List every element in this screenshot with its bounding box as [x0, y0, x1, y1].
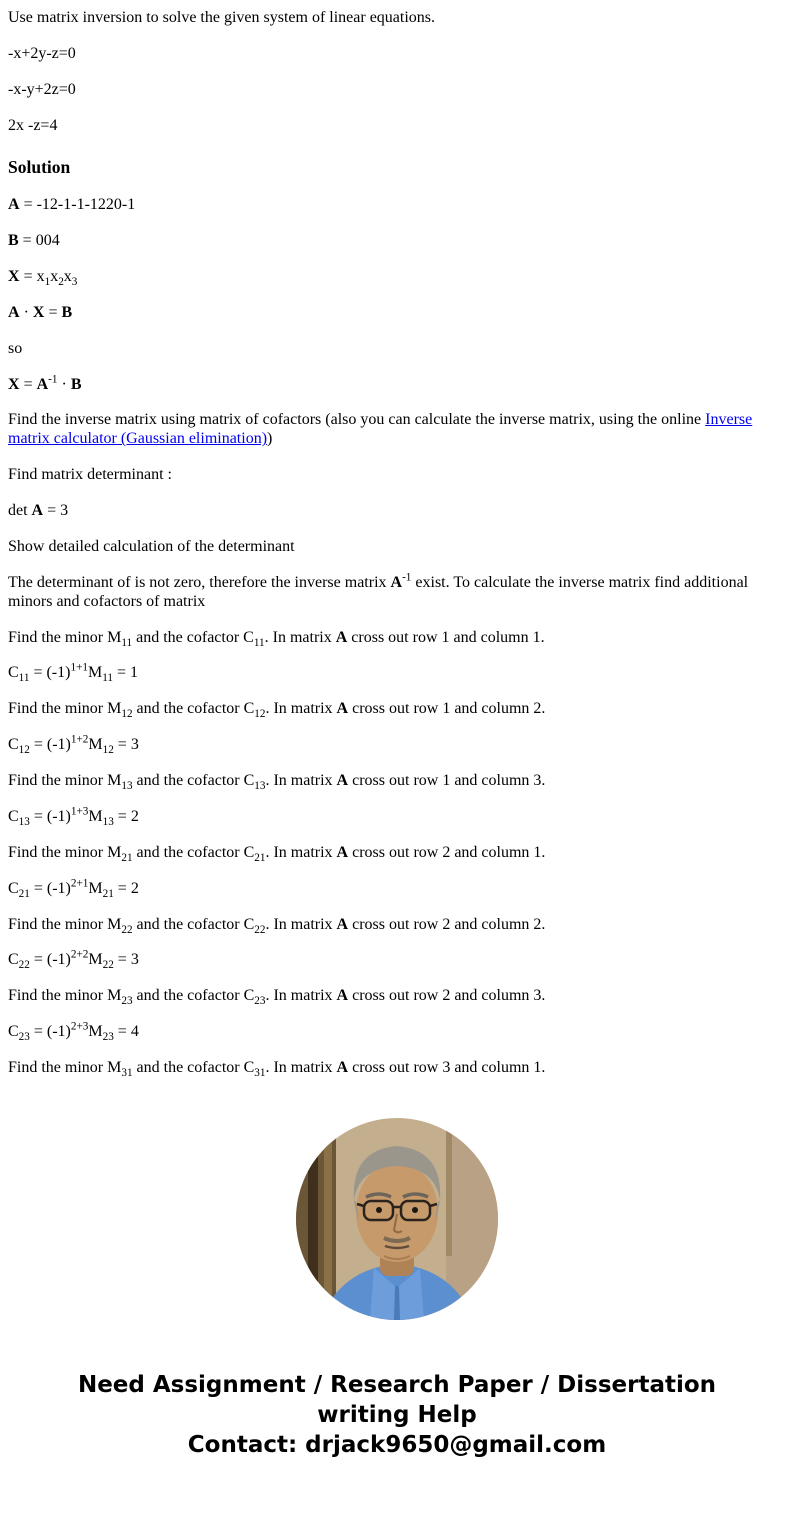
minor-step-find-23: Find the minor $M_{23}$ and the cofactor $C_{23}$. In matrix A cross out row 2 and column 3.	[8, 987, 546, 1008]
footer-help-line-1: Need Assignment / Research Paper / Dissertation	[77, 1371, 717, 1398]
cofactor-value-22: $C_{22} = (-1)^{2+2}M_{22} = 3$	[8, 949, 139, 972]
solution-heading: Solution	[8, 156, 71, 177]
problem-statement: Use matrix inversion to solve the given system of linear equations.	[8, 9, 436, 26]
matrix-a-definition: A = -12-1-1-1220-1	[8, 196, 136, 214]
cofactor-value-21: $C_{21} = (-1)^{2+1}M_{21} = 2$	[8, 877, 139, 900]
matrix-x-definition: $X = x_1x_2x_3$	[8, 267, 78, 289]
connector-so: so	[8, 339, 23, 357]
find-determinant-text: Find matrix determinant :	[8, 466, 172, 484]
tutor-photo	[296, 1118, 498, 1320]
minor-step-find-12: Find the minor $M_{12}$ and the cofactor $C_{12}$. In matrix A cross out row 1 and column 2.	[8, 700, 546, 721]
footer-help-line-2: writing Help	[317, 1401, 477, 1428]
minor-step-find-11: Find the minor $M_{11}$ and the cofactor $C_{11}$. In matrix A cross out row 1 and column 1.	[8, 628, 545, 649]
footer-banner	[0, 1370, 794, 1460]
cofactor-value-13: $C_{13} = (-1)^{1+3}M_{13} = 2$	[8, 805, 139, 829]
minor-step-find-13: Find the minor $M_{13}$ and the cofactor $C_{13}$. In matrix A cross out row 1 and column 3.	[8, 772, 546, 793]
footer-contact-email: Contact: drjack9650@gmail.com	[187, 1431, 607, 1458]
inverse-formula: $X = A^{-1} \cdot B$	[8, 373, 82, 393]
cofactor-value-11: $C_{11} = (-1)^{1+1}M_{11} = 1$	[8, 662, 139, 685]
inverse-method-paragraph	[8, 411, 786, 449]
matrix-equation: A · X = B	[8, 303, 73, 321]
determinant-value: det A = 3	[8, 502, 69, 520]
matrix-b-definition: B = 004	[8, 232, 60, 250]
determinant-note: The determinant of is not zero, therefore the inverse matrix $A^{-1}$ exist. To calculate the inverse matrix find additional minors and cofactors of matrix	[8, 571, 749, 610]
equation-2: -x-y+2z=0	[8, 80, 76, 98]
minor-step-find-21: Find the minor $M_{21}$ and the cofactor $C_{21}$. In matrix A cross out row 2 and column 1.	[8, 843, 546, 864]
equation-1: -x+2y-z=0	[8, 44, 76, 62]
equation-3: 2x -z=4	[8, 116, 58, 134]
inverse-method-text: Find the inverse matrix using matrix of cofactors (also you can calculate the inverse matrix, using the online	[8, 411, 706, 429]
minor-step-find-22: Find the minor $M_{22}$ and the cofactor $C_{22}$. In matrix A cross out row 2 and column 2.	[8, 915, 546, 936]
inverse-calculator-link[interactable]: Inverse matrix calculator (Gaussian elimination)	[8, 411, 753, 448]
cofactor-value-23: $C_{23} = (-1)^{2+3}M_{23} = 4$	[8, 1020, 139, 1044]
cofactor-value-12: $C_{12} = (-1)^{1+2}M_{12} = 3$	[8, 733, 139, 757]
tutor-photo-section	[0, 1118, 794, 1320]
show-determinant-calculation[interactable]: Show detailed calculation of the determinant	[8, 537, 295, 555]
minor-step-find-31: Find the minor $M_{31}$ and the cofactor $C_{31}$. In matrix A cross out row 3 and column 1.	[8, 1059, 546, 1080]
inverse-method-closing: )	[267, 430, 273, 448]
